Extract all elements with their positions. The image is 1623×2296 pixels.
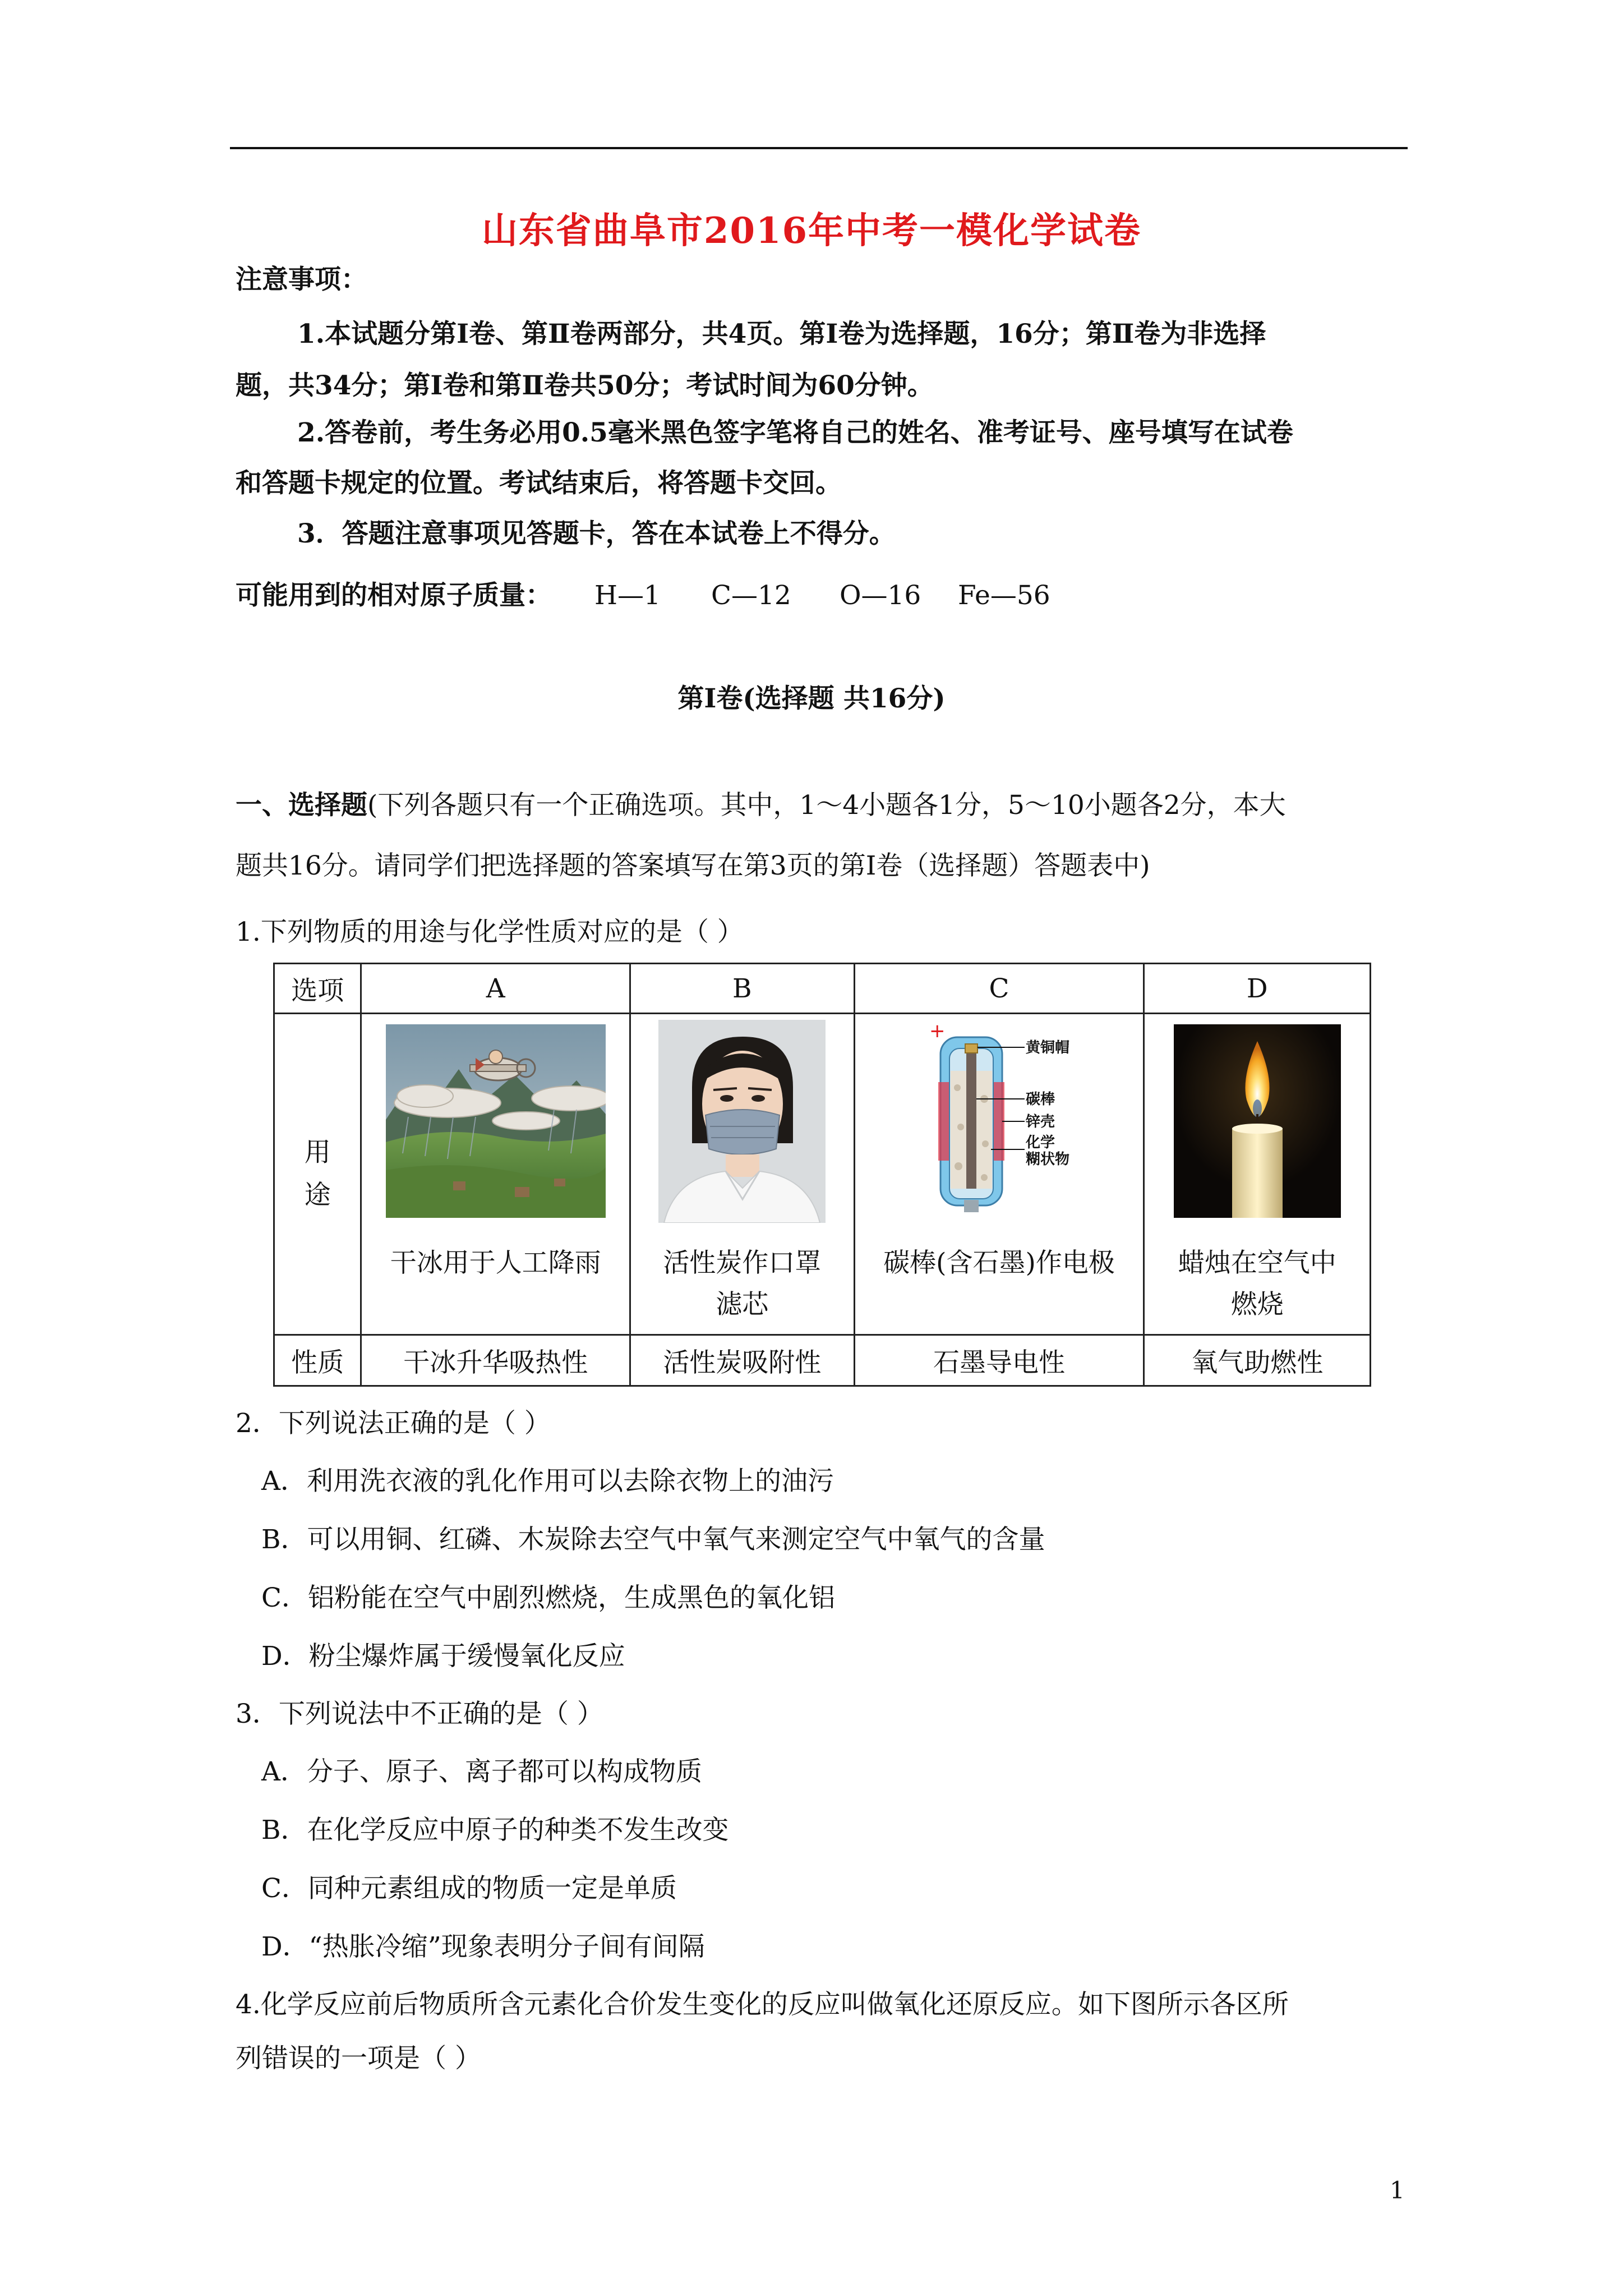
question-4-line-2: 列错误的一项是（ ） bbox=[236, 2043, 481, 2074]
section-title bbox=[0, 685, 1623, 712]
question-3-option-d: D．“热胀冷缩”现象表明分子间有间隔 bbox=[261, 1931, 705, 1962]
battery-rod-label: 碳棒 bbox=[1025, 1091, 1055, 1108]
battery-shell-label: 锌壳 bbox=[1025, 1113, 1055, 1130]
use-a-caption bbox=[390, 1243, 601, 1284]
use-c-caption bbox=[883, 1243, 1115, 1284]
question-1-table bbox=[273, 963, 1371, 1387]
battery-cap-label: 黄铜帽 bbox=[1025, 1039, 1069, 1056]
header-option: 选项 bbox=[274, 964, 361, 1014]
use-cell-c bbox=[854, 1014, 1144, 1335]
dry-cell-illustration bbox=[918, 1019, 1081, 1218]
header-d: D bbox=[1144, 964, 1371, 1014]
face-mask-image bbox=[658, 1020, 826, 1223]
battery-paste-label-2: 糊状物 bbox=[1025, 1151, 1069, 1168]
section-title-text: 第Ⅰ卷(选择题 共16分) bbox=[677, 683, 946, 714]
header-rule bbox=[230, 147, 1408, 149]
atomic-mass-label: 可能用到的相对原子质量： bbox=[236, 580, 552, 611]
property-b: 活性炭吸附性 bbox=[630, 1335, 855, 1386]
use-label-cell bbox=[274, 1014, 361, 1335]
notice-item-3: 3．答题注意事项见答题卡，答在本试卷上不得分。 bbox=[297, 518, 896, 549]
part-one-heading-line-1 bbox=[236, 790, 1286, 821]
question-2-option-a: A．利用洗衣液的乳化作用可以去除衣物上的油污 bbox=[261, 1466, 834, 1497]
battery-plus-label: + bbox=[929, 1019, 946, 1042]
face-mask-illustration bbox=[658, 1024, 826, 1218]
use-d-line-1: 蜡烛在空气中 bbox=[1178, 1248, 1336, 1278]
atomic-mass-h: H—1 bbox=[594, 580, 661, 611]
use-b-caption bbox=[663, 1243, 821, 1326]
use-b-line-1: 活性炭作口罩 bbox=[663, 1248, 822, 1278]
part-one-label: 一、选择题 bbox=[236, 790, 367, 821]
question-2-option-d: D．粉尘爆炸属于缓慢氧化反应 bbox=[261, 1641, 625, 1672]
table-property-row bbox=[274, 1335, 1371, 1386]
dry-cell-diagram bbox=[918, 1015, 1081, 1228]
battery-paste-label-1: 化学 bbox=[1025, 1134, 1055, 1151]
table-header-row bbox=[274, 964, 1371, 1014]
candle-image bbox=[1174, 1024, 1341, 1218]
use-b-line-2: 滤芯 bbox=[716, 1289, 769, 1320]
property-c: 石墨导电性 bbox=[854, 1335, 1144, 1386]
use-d-caption bbox=[1178, 1243, 1336, 1326]
notice-item-1-line-1: 1.本试题分第Ⅰ卷、第Ⅱ卷两部分，共4页。第Ⅰ卷为选择题，16分；第Ⅱ卷为非选择 bbox=[297, 319, 1266, 349]
question-2-option-c: C．铝粉能在空气中剧烈燃烧，生成黑色的氧化铝 bbox=[261, 1582, 835, 1613]
part-one-instructions: (下列各题只有一个正确选项。其中，1～4小题各1分，5～10小题各2分，本大 bbox=[367, 790, 1286, 821]
question-4-line-1: 4.化学反应前后物质所含元素化合价发生变化的反应叫做氧化还原反应。如下图所示各区所 bbox=[236, 1989, 1289, 2020]
question-3-stem: 3．下列说法中不正确的是（ ） bbox=[236, 1699, 603, 1729]
question-3-option-a: A．分子、原子、离子都可以构成物质 bbox=[261, 1756, 702, 1787]
page-number: 1 bbox=[1390, 2177, 1405, 2204]
use-cell-a bbox=[361, 1014, 630, 1335]
property-d: 氧气助燃性 bbox=[1144, 1335, 1371, 1386]
question-3-option-b: B．在化学反应中原子的种类不发生改变 bbox=[261, 1815, 729, 1846]
use-cell-b bbox=[630, 1014, 855, 1335]
property-a: 干冰升华吸热性 bbox=[361, 1335, 630, 1386]
use-d-line-2: 燃烧 bbox=[1230, 1289, 1284, 1320]
question-1-stem: 1.下列物质的用途与化学性质对应的是（ ） bbox=[236, 917, 744, 947]
notice-item-1-line-2: 题，共34分；第Ⅰ卷和第Ⅱ卷共50分；考试时间为60分钟。 bbox=[236, 370, 934, 401]
atomic-mass-fe: Fe—56 bbox=[958, 580, 1050, 611]
use-c-line-1: 碳棒(含石墨)作电极 bbox=[883, 1248, 1115, 1278]
header-c: C bbox=[854, 964, 1144, 1014]
table-use-row bbox=[274, 1014, 1371, 1335]
use-a-line-1: 干冰用于人工降雨 bbox=[390, 1248, 601, 1278]
notice-heading: 注意事项： bbox=[236, 264, 367, 295]
use-label-2: 途 bbox=[304, 1180, 331, 1211]
part-one-heading-line-2: 题共16分。请同学们把选择题的答案填写在第3页的第Ⅰ卷（选择题）答题表中) bbox=[236, 850, 1150, 881]
page-title: 山东省曲阜市2016年中考一模化学试卷 bbox=[481, 210, 1142, 252]
header-a: A bbox=[361, 964, 630, 1014]
candle-illustration bbox=[1174, 1024, 1341, 1218]
question-3-option-c: C．同种元素组成的物质一定是单质 bbox=[261, 1873, 677, 1904]
notice-item-2-line-1: 2.答卷前，考生务必用0.5毫米黑色签字笔将自己的姓名、准考证号、座号填写在试卷 bbox=[297, 417, 1293, 448]
use-label-1: 用 bbox=[304, 1137, 331, 1168]
atomic-mass-o: O—16 bbox=[840, 580, 921, 611]
notice-item-2-line-2: 和答题卡规定的位置。考试结束后，将答题卡交回。 bbox=[236, 468, 842, 499]
atomic-mass-c: C—12 bbox=[711, 580, 791, 611]
question-2-stem: 2．下列说法正确的是（ ） bbox=[236, 1408, 551, 1439]
question-2-option-b: B．可以用铜、红磷、木炭除去空气中氧气来测定空气中氧气的含量 bbox=[261, 1524, 1045, 1555]
use-cell-d bbox=[1144, 1014, 1371, 1335]
cloud-seeding-image bbox=[386, 1024, 606, 1218]
cloud-seeding-illustration bbox=[386, 1024, 606, 1218]
property-label: 性质 bbox=[274, 1335, 361, 1386]
header-b: B bbox=[630, 964, 855, 1014]
